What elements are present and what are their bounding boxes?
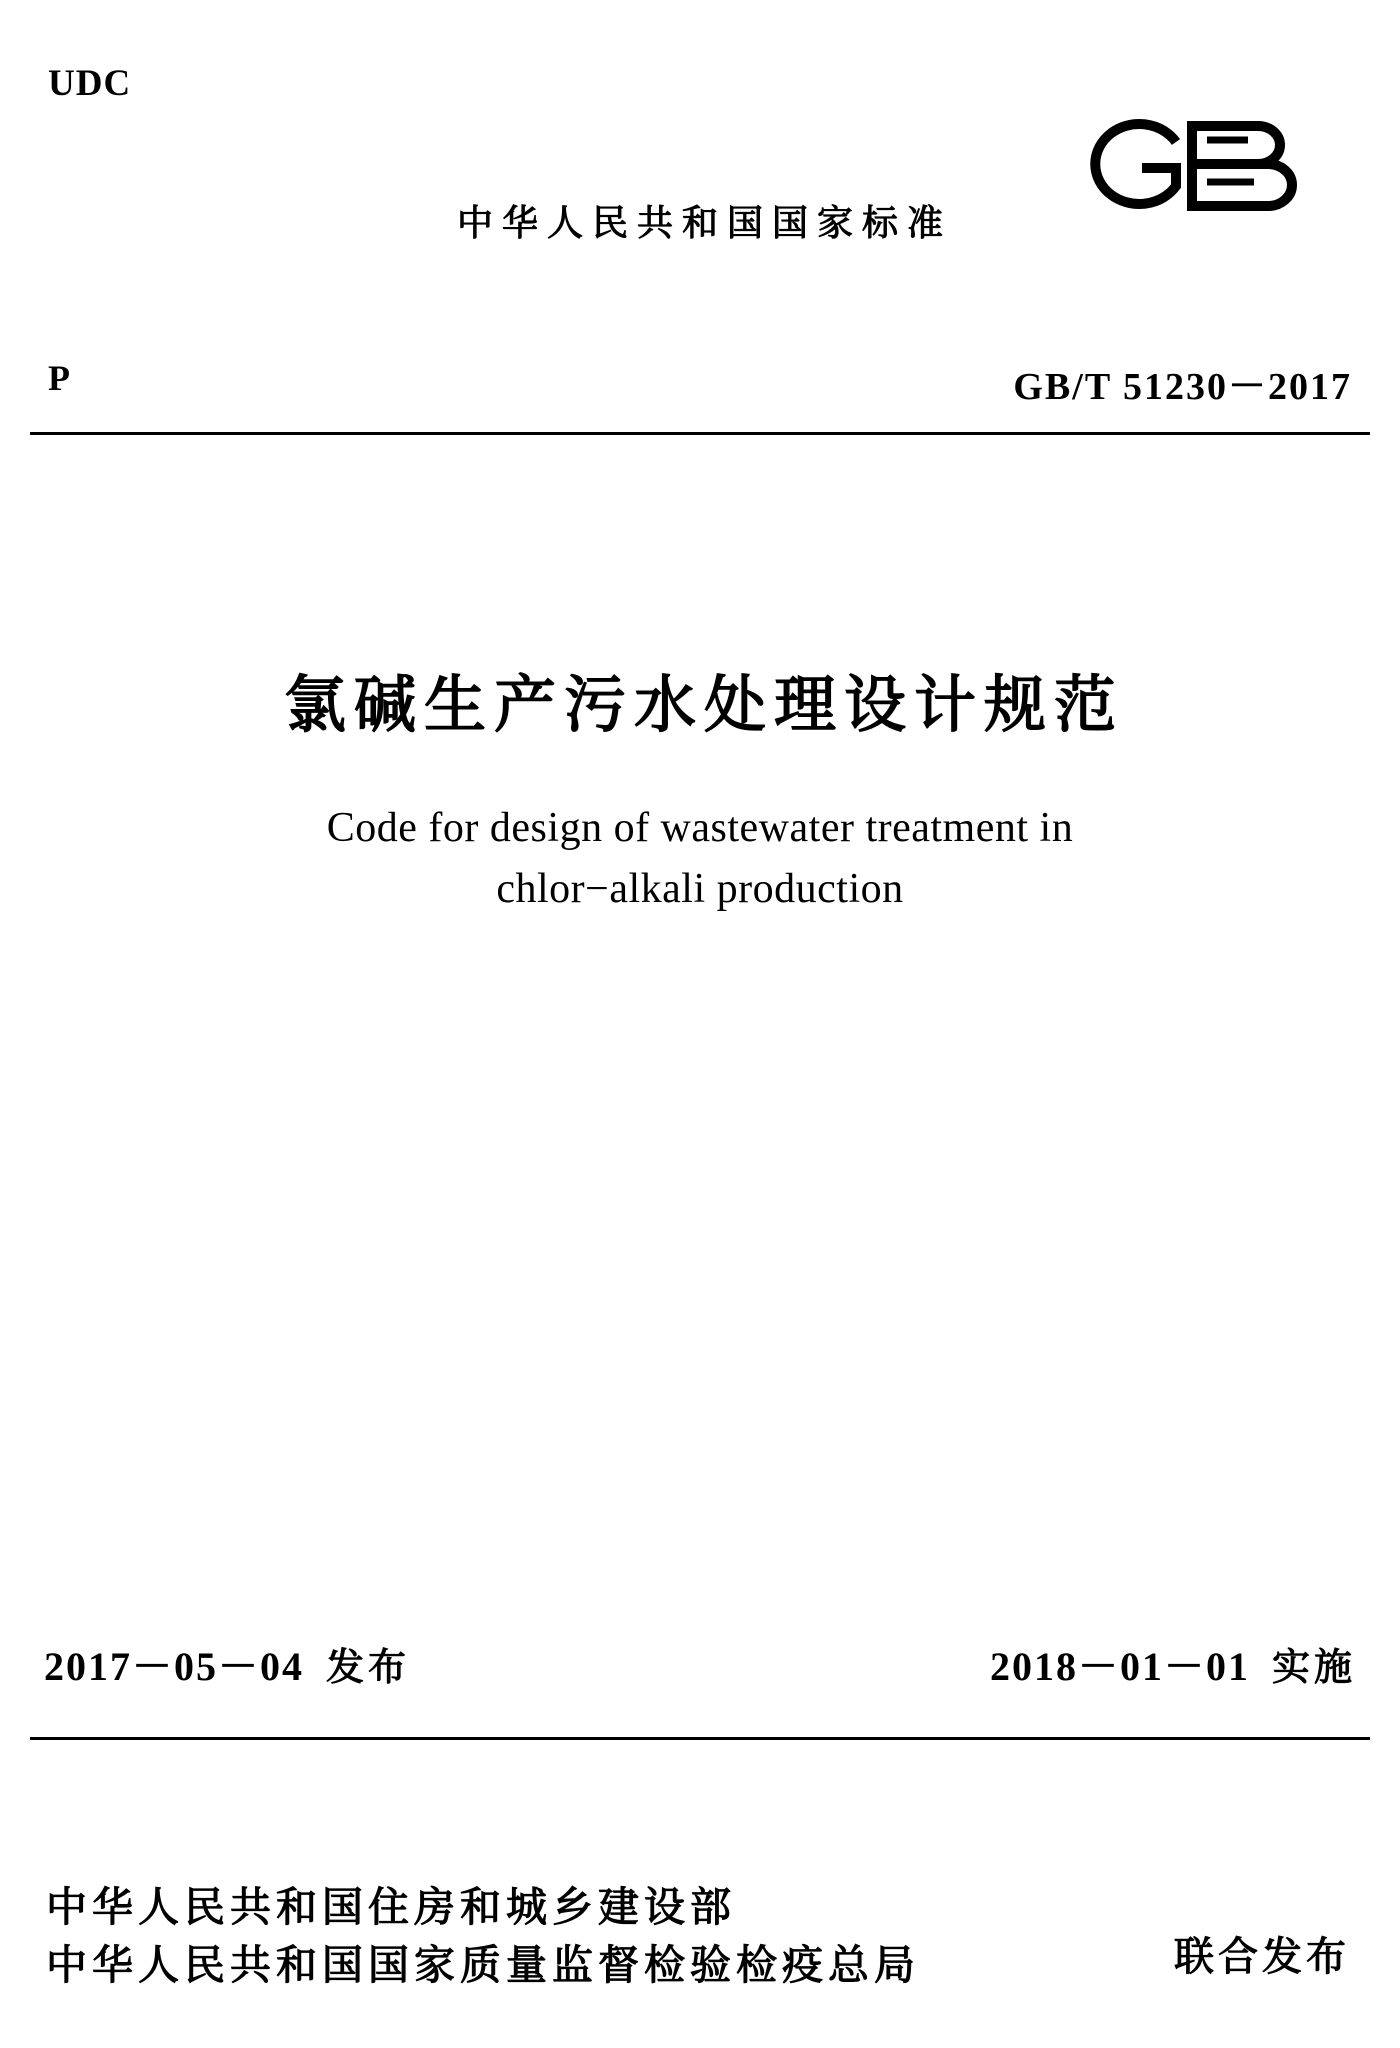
standard-number: GB/T 51230－2017 <box>1013 366 1352 408</box>
udc-label: UDC <box>48 63 132 104</box>
gb-logo-icon <box>1072 112 1322 216</box>
publisher-line-2: 中华人民共和国国家质量监督检验检疫总局 <box>46 1941 920 1990</box>
issue-date-value: 2017－05－04 <box>44 1644 304 1689</box>
publisher-line-1: 中华人民共和国住房和城乡建设部 <box>46 1883 736 1931</box>
page-title-english <box>0 798 1400 920</box>
top-divider <box>30 432 1370 435</box>
page-title-english-line2: chlor−alkali production <box>496 865 904 912</box>
classification-letter: P <box>48 358 70 398</box>
joint-issue-label: 联合发布 <box>1174 1934 1350 1980</box>
issue-date-label: 发布 <box>326 1645 411 1689</box>
issue-date-block <box>44 1635 410 1692</box>
publisher-block <box>46 1878 920 1994</box>
page-title-chinese: 氯碱生产污水处理设计规范 <box>283 668 1124 741</box>
effective-date-label: 实施 <box>1271 1645 1356 1689</box>
bottom-divider <box>30 1737 1370 1740</box>
effective-date-block <box>990 1635 1356 1692</box>
page-title-english-line1: Code for design of wastewater treatment in <box>326 805 1074 851</box>
national-standard-title: 中华人民共和国国家标准 <box>456 203 952 244</box>
effective-date-value: 2018－01－01 <box>989 1644 1250 1689</box>
